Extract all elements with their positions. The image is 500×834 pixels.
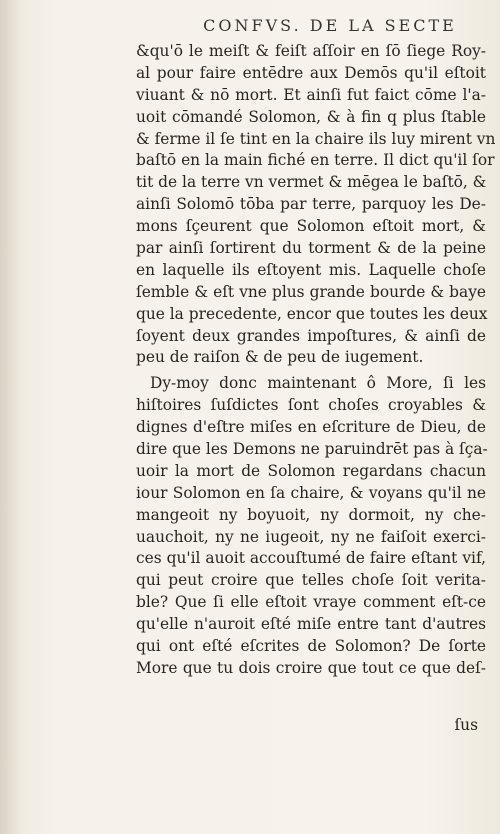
paragraph-first-line: Dy-moy donc maintenant ô More, ſi les: [150, 374, 486, 393]
running-head: CONFVS. DE LA SECTE: [203, 16, 457, 35]
text-line: que la precedente, encor que toutes les deux: [136, 304, 488, 323]
text-line: ble? Que ſi elle eſtoit vraye comment eſt-ce: [136, 593, 486, 612]
text-line: dire que les Demons ne paruindrēt pas à ſça-: [136, 440, 488, 459]
text-line: & ferme il ſe tint en la chaire ils luy mirent vn: [136, 129, 496, 148]
text-line: uauchoit, ny ne iugeoit, ny ne faiſoit exerci-: [136, 527, 486, 546]
catchword: ſus: [454, 716, 478, 734]
text-line: uoir la mort de Solomon regardans chacun: [136, 461, 486, 480]
text-line: ces qu'il auoit accouſtumé de faire eſtant vif,: [136, 549, 486, 568]
text-line: viuant & nō mort. Et ainſi fut faict cōme l'a-: [136, 85, 486, 104]
text-line: More que tu dois croire que tout ce que deſ-: [136, 658, 486, 677]
main-text-block: [136, 41, 496, 680]
text-line: par ainſi ſortirent du torment & de la peine: [136, 239, 486, 258]
text-line: tit de la terre vn vermet & mēgea le baſtō, &: [136, 173, 487, 192]
text-line: iour Solomon en ſa chaire, & voyans qu'il ne: [136, 483, 486, 502]
text-line: en laquelle ils eſtoyent mis. Laquelle choſe: [136, 260, 486, 279]
text-line: qu'elle n'auroit eſté miſe entre tant d'autres: [136, 615, 486, 634]
text-line: ſemble & eſt vne plus grande bourde & baye: [136, 282, 486, 301]
text-line: dignes d'eſtre miſes en eſcriture de Dieu, de: [136, 418, 486, 437]
text-line: peu de raiſon & de peu de iugement.: [136, 348, 424, 367]
text-line: qui peut croire que telles choſe ſoit verita-: [136, 571, 486, 590]
text-line: qui ont eſté eſcrites de Solomon? De ſorte: [136, 637, 486, 656]
text-line: &qu'ō le meiſt & feiſt aſſoir en ſō ſiege Roy-: [136, 42, 486, 60]
text-line: ainſi Solomō tōba par terre, parquoy les De-: [136, 195, 486, 214]
text-line: ſoyent deux grandes impoſtures, & ainſi de: [136, 326, 486, 345]
text-line: uoit cōmandé Solomon, & à fin q plus ſtable: [136, 107, 486, 126]
gutter-shadow: [0, 0, 22, 834]
text-line: mons ſçeurent que Solomon eſtoit mort, &: [136, 217, 486, 236]
text-line: hiſtoires ſuſdictes ſont choſes croyables &: [136, 396, 486, 415]
text-line: mangeoit ny boyuoit, ny dormoit, ny che-: [136, 505, 486, 524]
text-line: baſtō en la main fiché en terre. Il dict qu'il ſor: [136, 151, 495, 170]
text-line: al pour faire entēdre aux Demōs qu'il eſtoit: [136, 63, 486, 82]
